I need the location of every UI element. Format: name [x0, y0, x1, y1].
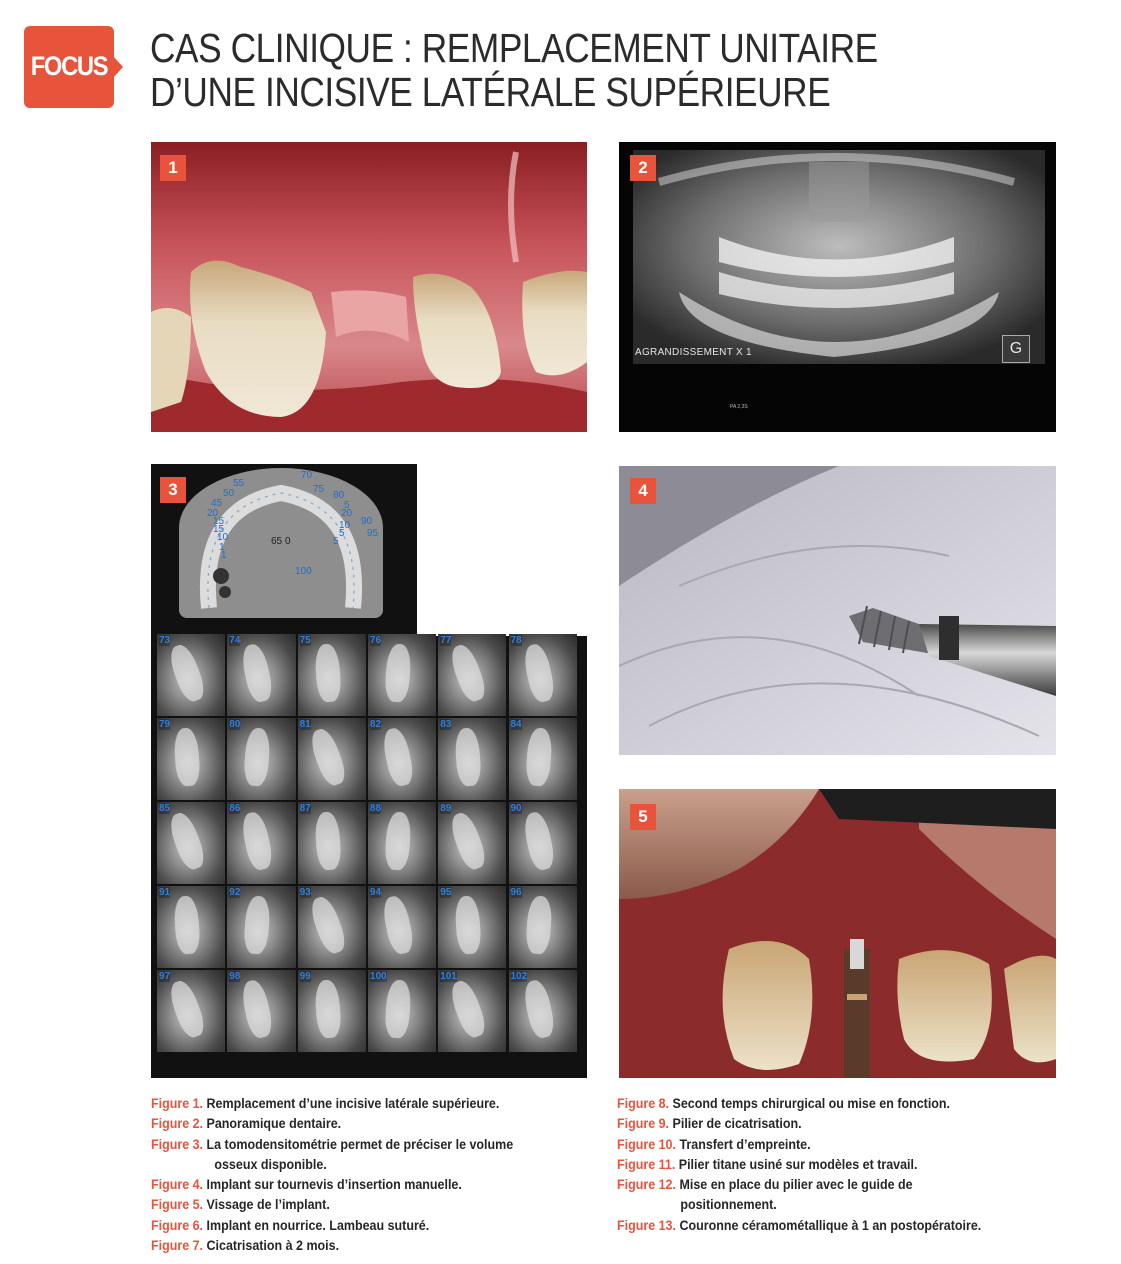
ct-slice	[227, 634, 295, 716]
figure-3-ct-scan	[151, 464, 587, 1078]
focus-tag	[24, 26, 114, 108]
arch-label: 95	[367, 528, 379, 539]
arch-label: 5	[333, 536, 339, 547]
ct-slice-number: 82	[369, 719, 382, 730]
ct-slice-number: 88	[369, 803, 382, 814]
ct-slice-bone	[173, 895, 201, 955]
ct-slice-bone	[314, 643, 342, 703]
caption-label: Figure 6.	[151, 1217, 204, 1234]
ct-slice	[368, 802, 436, 884]
ct-slice-number: 97	[159, 971, 171, 982]
ct-slice-bone	[306, 894, 348, 957]
ct-slice-bone	[166, 810, 208, 873]
ct-slice-number: 78	[510, 635, 522, 646]
xray-magnification-label: AGRANDISSEMENT X 1	[635, 347, 752, 358]
ct-slice-bone	[384, 811, 412, 871]
ct-slice	[368, 634, 436, 716]
ct-slice-bone	[384, 643, 412, 703]
ct-slice-bone	[447, 810, 489, 873]
focus-arrow-icon	[113, 56, 123, 78]
ct-slice-number: 101	[440, 971, 457, 982]
ct-slice-number: 102	[510, 971, 528, 982]
ct-slice-bone	[454, 895, 482, 955]
ct-slice-number: 80	[229, 719, 241, 730]
figure-4-number: 4	[630, 478, 656, 504]
caption-text: positionnement.	[680, 1197, 777, 1214]
ct-slice-number: 74	[229, 635, 241, 646]
ct-slice-bone	[240, 642, 276, 704]
ct-slice	[157, 802, 225, 884]
ct-slice-number: 84	[510, 719, 522, 730]
ct-slice-bone	[306, 726, 348, 789]
ct-slice-bone	[314, 811, 342, 871]
ct-slice-bone	[447, 642, 489, 705]
arch-label: 10	[339, 520, 351, 531]
ct-slice-bone	[166, 642, 208, 705]
gum-gap-illustration	[151, 142, 587, 432]
ct-slice-number: 96	[510, 887, 522, 898]
ct-slice-bone	[454, 727, 482, 787]
caption-label: Figure 5.	[151, 1197, 204, 1214]
ct-slice-bone	[525, 895, 553, 955]
figure-5-photo	[619, 789, 1056, 1078]
ct-slice	[509, 886, 577, 968]
caption-row	[151, 1175, 513, 1195]
ct-slice	[227, 718, 295, 800]
caption-text: La tomodensitométrie permet de préciser le volume	[206, 1136, 514, 1153]
caption-label: Figure 2.	[151, 1116, 204, 1133]
caption-text: Panoramique dentaire.	[206, 1116, 342, 1133]
caption-row	[151, 1236, 513, 1256]
figure-5-number: 5	[630, 804, 656, 830]
figure-4-photo	[619, 466, 1056, 755]
xray-small-text: PA 2,3S	[730, 404, 748, 410]
ct-blank-panel	[417, 464, 587, 636]
ct-slice-number: 81	[299, 719, 311, 730]
panoramic-xray-illustration	[619, 142, 1056, 432]
caption-row	[151, 1135, 513, 1155]
caption-label: Figure 11.	[617, 1156, 676, 1173]
caption-text: Couronne céramométallique à 1 an postopératoire.	[679, 1217, 982, 1234]
arch-label: 65	[271, 536, 283, 547]
caption-label: Figure 10.	[617, 1136, 676, 1153]
caption-row	[617, 1195, 981, 1215]
ct-slice	[157, 634, 225, 716]
ct-slice-number: 94	[369, 887, 382, 898]
figure-3-number: 3	[160, 477, 186, 503]
arch-label: 5	[339, 528, 345, 539]
arch-label: 15	[213, 516, 225, 527]
ct-slice-number: 87	[299, 803, 311, 814]
ct-slice	[368, 970, 436, 1052]
ct-slice-number: 98	[229, 971, 241, 982]
ct-slice-bone	[380, 726, 416, 788]
ct-slice-bone	[525, 727, 553, 787]
ct-slice	[438, 886, 506, 968]
caption-label: Figure 1.	[151, 1096, 204, 1112]
caption-label: Figure 4.	[151, 1177, 204, 1194]
caption-row	[617, 1135, 981, 1155]
caption-text: Remplacement d’une incisive latérale supérieure.	[206, 1096, 500, 1112]
ct-slice-number: 83	[440, 719, 452, 730]
caption-row	[617, 1094, 981, 1114]
ct-slice	[509, 718, 577, 800]
ct-slice	[509, 634, 577, 716]
caption-text: osseux disponible.	[214, 1156, 327, 1173]
ct-slice	[157, 886, 225, 968]
ct-slice-number: 85	[159, 803, 171, 814]
ct-slice-bone	[521, 978, 557, 1040]
caption-text: Implant sur tournevis d’insertion manuelle.	[206, 1177, 462, 1194]
caption-label: Figure 3.	[151, 1136, 204, 1153]
ct-slice-bone	[166, 978, 208, 1041]
figure-1-photo	[151, 142, 587, 432]
ct-slice	[438, 634, 506, 716]
arch-label: 10	[217, 532, 229, 543]
ct-slice-number: 76	[369, 635, 382, 646]
focus-label: FOCUS	[30, 51, 108, 81]
page-title	[150, 26, 878, 114]
ct-slice	[157, 970, 225, 1052]
arch-label: 55	[233, 478, 245, 489]
ct-slice-number: 95	[440, 887, 452, 898]
ct-slice-bone	[521, 810, 557, 872]
ct-slice	[509, 970, 577, 1052]
ct-slice	[368, 886, 436, 968]
caption-text: Mise en place du pilier avec le guide de	[679, 1177, 913, 1194]
ct-slice-number: 91	[159, 887, 171, 898]
ct-slice-bone	[384, 979, 412, 1039]
arch-label: 90	[361, 516, 373, 527]
ct-slice	[298, 886, 366, 968]
caption-row	[151, 1195, 513, 1215]
arch-label: 100	[295, 566, 312, 577]
ct-slice-number: 99	[299, 971, 311, 982]
ct-slice-bone	[173, 727, 201, 787]
ct-slice-number: 92	[229, 887, 241, 898]
caption-text: Pilier de cicatrisation.	[672, 1116, 802, 1133]
ct-slice-bone	[243, 895, 271, 955]
ct-slice	[227, 970, 295, 1052]
ct-slice	[298, 970, 366, 1052]
arch-label: 1	[221, 550, 227, 561]
title-line-1: CAS CLINIQUE : REMPLACEMENT UNITAIRE	[150, 25, 878, 71]
arch-label: 50	[223, 488, 235, 499]
caption-row	[617, 1175, 981, 1195]
arch-label: 70	[301, 470, 313, 481]
arch-label: 0	[285, 536, 291, 547]
ct-slice	[157, 718, 225, 800]
implant-screwdriver-illustration	[619, 466, 1056, 755]
caption-label: Figure 13.	[617, 1217, 676, 1234]
arch-label: 20	[207, 508, 219, 519]
caption-row	[151, 1155, 513, 1175]
caption-label: Figure 9.	[617, 1116, 670, 1133]
figure-1-number: 1	[160, 155, 186, 181]
ct-slice-number: 73	[159, 635, 171, 646]
ct-slice	[438, 802, 506, 884]
ct-slice	[227, 802, 295, 884]
caption-row	[617, 1216, 981, 1236]
ct-slice	[509, 802, 577, 884]
ct-slice-grid	[157, 634, 579, 1074]
caption-row	[151, 1114, 513, 1134]
figure-2-number: 2	[630, 155, 656, 181]
implant-placement-illustration	[619, 789, 1056, 1078]
caption-text: Second temps chirurgical ou mise en fonction.	[672, 1096, 951, 1112]
ct-slice-bone	[240, 810, 276, 872]
ct-slice	[438, 718, 506, 800]
ct-slice-number: 90	[510, 803, 522, 814]
captions-right	[617, 1094, 981, 1236]
ct-slice-bone	[240, 978, 276, 1040]
ct-slice-number: 75	[299, 635, 311, 646]
caption-text: Vissage de l’implant.	[206, 1197, 330, 1214]
ct-slice	[368, 718, 436, 800]
caption-label: Figure 8.	[617, 1096, 670, 1112]
arch-label: 45	[211, 498, 223, 509]
captions-left	[151, 1094, 513, 1256]
title-line-2: D’UNE INCISIVE LATÉRALE SUPÉRIEURE	[150, 69, 831, 115]
caption-row	[617, 1114, 981, 1134]
ct-slice-bone	[243, 727, 271, 787]
ct-slice-number: 100	[369, 971, 387, 982]
ct-slice-bone	[314, 979, 342, 1039]
caption-label: Figure 12.	[617, 1177, 676, 1194]
ct-slice-bone	[447, 978, 489, 1041]
caption-row	[617, 1155, 981, 1175]
ct-slice-number: 79	[159, 719, 171, 730]
arch-label: 1	[219, 542, 225, 553]
ct-slice	[298, 802, 366, 884]
ct-slice-number: 86	[229, 803, 241, 814]
caption-text: Implant en nourrice. Lambeau suturé.	[206, 1217, 430, 1234]
caption-row	[151, 1216, 513, 1236]
ct-slice-number: 89	[440, 803, 452, 814]
ct-slice-number: 93	[299, 887, 311, 898]
caption-row	[151, 1094, 513, 1114]
caption-text: Pilier titane usiné sur modèles et travail.	[678, 1156, 918, 1173]
caption-label: Figure 7.	[151, 1238, 204, 1255]
caption-text: Cicatrisation à 2 mois.	[206, 1238, 340, 1255]
arch-label: 20	[341, 508, 353, 519]
ct-slice-bone	[380, 894, 416, 956]
figure-2-xray	[619, 142, 1056, 432]
ct-slice-bone	[521, 642, 557, 704]
ct-slice	[298, 718, 366, 800]
arch-label: 15	[213, 524, 225, 535]
arch-label: 5	[344, 500, 350, 511]
ct-slice	[227, 886, 295, 968]
ct-slice	[298, 634, 366, 716]
ct-slice	[438, 970, 506, 1052]
arch-label: 80	[333, 490, 345, 501]
xray-corner-letter: G	[1002, 335, 1030, 363]
ct-slice-number: 77	[440, 635, 452, 646]
caption-text: Transfert d’empreinte.	[679, 1136, 811, 1153]
arch-label: 75	[313, 484, 325, 495]
